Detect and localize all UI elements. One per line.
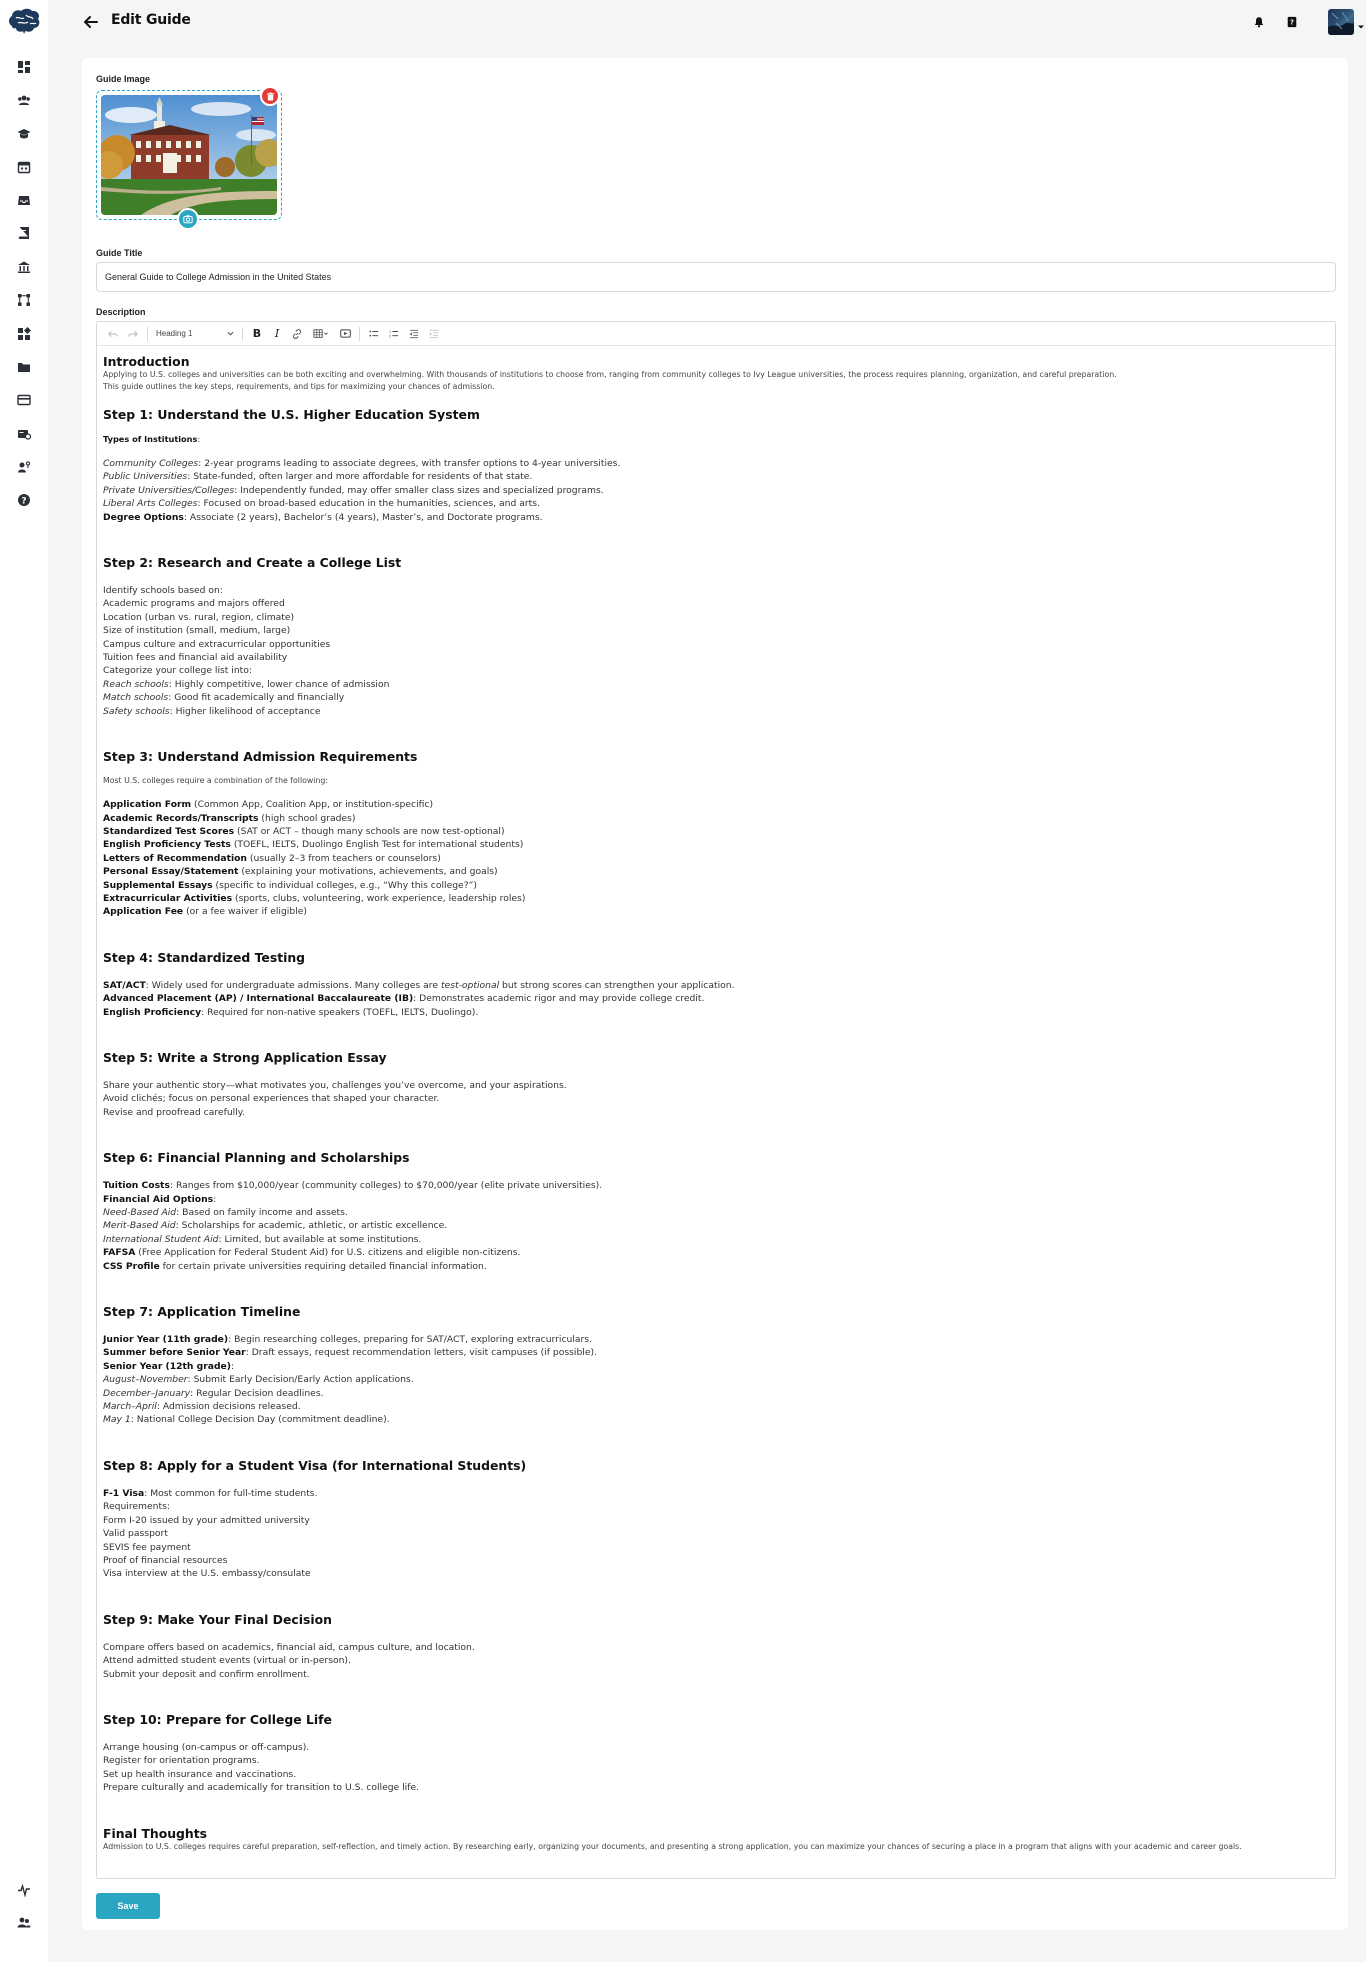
user-key-icon[interactable] (14, 457, 34, 477)
svg-text:2: 2 (389, 333, 392, 338)
list-item: Standardized Test Scores (SAT or ACT – though many schools are now test-optional) (103, 825, 505, 837)
list-item: F-1 Visa: Most common for full-time students. (103, 1487, 318, 1499)
chevron-down-icon (227, 330, 234, 337)
final-thoughts-paragraph: Admission to U.S. colleges requires careful preparation, self-reflection, and timely action. By researching early, organizing your documents, and presenting a strong application, you can maximize your chances of securing a place in a program that aligns with your academic and career goals. (103, 1841, 1242, 1851)
list-item: Register for orientation programs. (103, 1755, 260, 1767)
folder-icon[interactable] (14, 357, 34, 377)
outdent-icon[interactable] (404, 324, 424, 344)
guide-title-label: Guide Title (96, 248, 143, 258)
list-item: Supplemental Essays (specific to individual colleges, e.g., “Why this college?”) (103, 879, 477, 891)
step-1-list (103, 457, 1328, 524)
list-item: Match schools: Good fit academically and financially (103, 692, 345, 704)
list-item: Reach schools: Highly competitive, lower chance of admission (103, 678, 390, 690)
list-item: December–January: Regular Decision deadlines. (103, 1387, 324, 1399)
list-item: Tuition Costs: Ranges from $10,000/year (community colleges) to $70,000/year (elite private universities). (103, 1180, 603, 1192)
activity-icon[interactable] (14, 1880, 34, 1900)
heading-step-9: Step 9: Make Your Final Decision (103, 1611, 332, 1627)
upload-image-button[interactable] (177, 208, 199, 230)
list-item: Liberal Arts Colleges: Focused on broad-based education in the humanities, sciences, and arts. (103, 498, 540, 510)
list-item: Categorize your college list into: (103, 665, 253, 677)
chevron-down-icon[interactable] (1357, 18, 1365, 26)
step-8-list (103, 1487, 1328, 1581)
heading-introduction: Introduction (103, 354, 190, 369)
apps-icon[interactable] (14, 324, 34, 344)
step-10-list (103, 1741, 1328, 1795)
list-item: Letters of Recommendation (usually 2–3 from teachers or counselors) (103, 852, 441, 864)
step-5-list (103, 1079, 1328, 1119)
calendar-icon[interactable] (14, 157, 34, 177)
heading-final-thoughts: Final Thoughts (103, 1825, 208, 1841)
list-item: Size of institution (small, medium, large) (103, 625, 291, 637)
guide-image-label: Guide Image (96, 74, 151, 84)
link-icon[interactable] (287, 324, 307, 344)
indent-icon[interactable] (424, 324, 444, 344)
list-item: March–April: Admission decisions released. (103, 1401, 301, 1413)
list-item: Junior Year (11th grade): Begin researching colleges, preparing for SAT/ACT, exploring extracurriculars. (103, 1334, 592, 1346)
heading-step-8: Step 8: Apply for a Student Visa (for International Students) (103, 1457, 527, 1473)
guide-image (101, 95, 277, 215)
media-embed-icon[interactable] (335, 324, 355, 344)
id-card-icon[interactable] (14, 424, 34, 444)
list-item: Identify schools based on: (103, 585, 223, 597)
list-item: CSS Profile for certain private universities requiring detailed financial information. (103, 1260, 487, 1272)
edit-guide-form (82, 58, 1348, 1930)
editor-content[interactable] (97, 346, 1335, 1853)
list-item: English Proficiency: Required for non-native speakers (TOEFL, IELTS, Duolingo). (103, 1006, 479, 1018)
camera-icon (183, 214, 193, 224)
heading-step-7: Step 7: Application Timeline (103, 1304, 301, 1320)
page-title: Edit Guide (111, 12, 191, 28)
svg-text:?: ? (21, 496, 27, 507)
list-item: Requirements: (103, 1501, 170, 1513)
list-item: Form I-20 issued by your admitted university (103, 1514, 310, 1526)
trash-icon (266, 92, 275, 101)
list-item: Private Universities/Colleges: Independently funded, may offer smaller class sizes and specialized programs. (103, 484, 604, 496)
list-item: Prepare culturally and academically for transition to U.S. college life. (103, 1782, 420, 1794)
heading-step-3: Step 3: Understand Admission Requirements (103, 749, 418, 765)
list-item: Tuition fees and financial aid availability (103, 652, 288, 664)
list-item: Degree Options: Associate (2 years), Bachelor’s (4 years), Master’s, and Doctorate programs. (103, 511, 543, 523)
book-icon[interactable] (14, 223, 34, 243)
list-item: SAT/ACT: Widely used for undergraduate admissions. Many colleges are test-optional but strong scores can strengthen your application. (103, 979, 735, 991)
undo-icon[interactable] (103, 324, 123, 344)
list-item: International Student Aid: Limited, but available at some institutions. (103, 1233, 422, 1245)
step-3-intro: Most U.S. colleges require a combination of the following: (103, 776, 328, 786)
sidebar (0, 0, 48, 1962)
bulleted-list-icon[interactable] (364, 324, 384, 344)
help-icon[interactable] (14, 490, 34, 510)
list-item: Need-Based Aid: Based on family income and assets. (103, 1207, 348, 1218)
description-editor[interactable] (96, 321, 1336, 1879)
list-item: Revise and proofread carefully. (103, 1106, 245, 1118)
list-item: Merit-Based Aid: Scholarships for academic, athletic, or artistic excellence. (103, 1220, 448, 1232)
users-icon[interactable] (14, 90, 34, 110)
list-item: Public Universities: State-funded, often larger and more affordable for residents of that state. (103, 471, 533, 483)
list-item: Share your authentic story—what motivates you, challenges you’ve overcome, and your aspirations. (103, 1079, 567, 1091)
step-2-list (103, 584, 1328, 718)
graduation-cap-icon[interactable] (14, 124, 34, 144)
list-item: Personal Essay/Statement (explaining your motivations, achievements, and goals) (103, 866, 498, 878)
group-icon[interactable] (14, 1912, 34, 1932)
inbox-icon[interactable] (14, 190, 34, 210)
notification-bell-icon[interactable] (1251, 14, 1267, 30)
list-item: Compare offers based on academics, financial aid, campus culture, and location. (103, 1641, 475, 1653)
redo-icon[interactable] (123, 324, 143, 344)
step-9-list (103, 1641, 1328, 1681)
intro-paragraph: Applying to U.S. colleges and universities can be both exciting and overwhelming. With thousands of institutions to choose from, ranging from community colleges to Ivy League universities, the process requires planning, organization, and careful preparation. This guide outlines the key steps, requirements, and tips for maximizing your chances of admission. (103, 370, 1117, 391)
list-item: Financial Aid Options: (103, 1193, 217, 1205)
delete-image-button[interactable] (260, 86, 280, 106)
list-item: Campus culture and extracurricular opportunities (103, 638, 331, 650)
list-item: Attend admitted student events (virtual or in-person). (103, 1655, 351, 1667)
heading-step-6: Step 6: Financial Planning and Scholarships (103, 1150, 410, 1166)
svg-text:1: 1 (389, 329, 392, 334)
list-item: Community Colleges: 2-year programs leading to associate degrees, with transfer options to 4-year universities. (103, 458, 621, 469)
list-item: Location (urban vs. rural, region, climate) (103, 611, 295, 623)
list-item: Visa interview at the U.S. embassy/consulate (103, 1568, 311, 1580)
step-4-list (103, 979, 1328, 1019)
back-arrow-icon[interactable] (82, 13, 100, 31)
heading-step-2: Step 2: Research and Create a College List (103, 555, 402, 571)
list-item: SEVIS fee payment (103, 1541, 191, 1553)
editor-toolbar (97, 322, 1335, 346)
list-item: Academic programs and majors offered (103, 598, 285, 610)
heading-select-value: Heading 1 (156, 329, 193, 338)
list-item: Senior Year (12th grade): (103, 1360, 235, 1372)
card-icon[interactable] (14, 390, 34, 410)
list-item: Academic Records/Transcripts (high school grades) (103, 812, 356, 824)
description-label: Description (96, 307, 146, 317)
heading-step-1: Step 1: Understand the U.S. Higher Education System (103, 407, 480, 422)
list-item: Arrange housing (on-campus or off-campus). (103, 1741, 310, 1753)
italic-icon[interactable]: I (274, 327, 280, 340)
heading-step-4: Step 4: Standardized Testing (103, 949, 306, 965)
toolbar-divider (359, 327, 360, 341)
toolbar-divider (147, 327, 148, 341)
toolbar-divider (242, 327, 243, 341)
svg-text:?: ? (1290, 18, 1294, 27)
institution-types-label: Types of Institutions: (103, 434, 201, 444)
step-6-list (103, 1179, 1328, 1273)
list-item: Extracurricular Activities (sports, clubs, volunteering, work experience, leadership roles) (103, 892, 526, 904)
heading-select[interactable] (152, 325, 238, 343)
dashboard-icon[interactable] (14, 57, 34, 77)
list-item: May 1: National College Decision Day (commitment deadline). (103, 1414, 390, 1426)
step-3-list (103, 798, 1328, 919)
step-7-list (103, 1333, 1328, 1427)
list-item: Application Form (Common App, Coalition App, or institution-specific) (103, 799, 434, 811)
heading-step-10: Step 10: Prepare for College Life (103, 1711, 332, 1727)
list-item: English Proficiency Tests (TOEFL, IELTS, Duolingo English Test for international students) (103, 839, 524, 851)
user-avatar[interactable] (1328, 9, 1354, 35)
numbered-list-icon[interactable] (384, 324, 404, 344)
workflow-icon[interactable] (14, 290, 34, 310)
list-item: Set up health insurance and vaccinations. (103, 1768, 297, 1780)
save-button[interactable]: Save (96, 1893, 160, 1919)
list-item: Summer before Senior Year: Draft essays, request recommendation letters, visit campuses (if possible). (103, 1347, 597, 1359)
list-item: Safety schools: Higher likelihood of acceptance (103, 705, 321, 717)
list-item: August–November: Submit Early Decision/Early Action applications. (103, 1374, 414, 1386)
list-item: Avoid clichés; focus on personal experiences that shaped your character. (103, 1093, 440, 1105)
guide-title-input[interactable] (96, 262, 1336, 292)
list-item: Application Fee (or a fee waiver if eligible) (103, 906, 307, 918)
top-bar (48, 0, 1366, 44)
institution-icon[interactable] (14, 257, 34, 277)
list-item: Submit your deposit and confirm enrollment. (103, 1668, 310, 1680)
bold-icon[interactable]: B (252, 327, 262, 340)
brain-logo-icon[interactable] (6, 6, 42, 36)
heading-step-5: Step 5: Write a Strong Application Essay (103, 1049, 387, 1065)
table-icon[interactable] (307, 324, 335, 344)
list-item: Advanced Placement (AP) / International Baccalaureate (IB): Demonstrates academic rigor and may provide college credit. (103, 993, 705, 1005)
list-item: FAFSA (Free Application for Federal Student Aid) for U.S. citizens and eligible non-citizens. (103, 1247, 521, 1259)
list-item: Proof of financial resources (103, 1554, 228, 1566)
guide-image-dropzone[interactable] (96, 90, 282, 220)
help-book-icon[interactable] (1284, 14, 1300, 30)
list-item: Valid passport (103, 1528, 168, 1540)
